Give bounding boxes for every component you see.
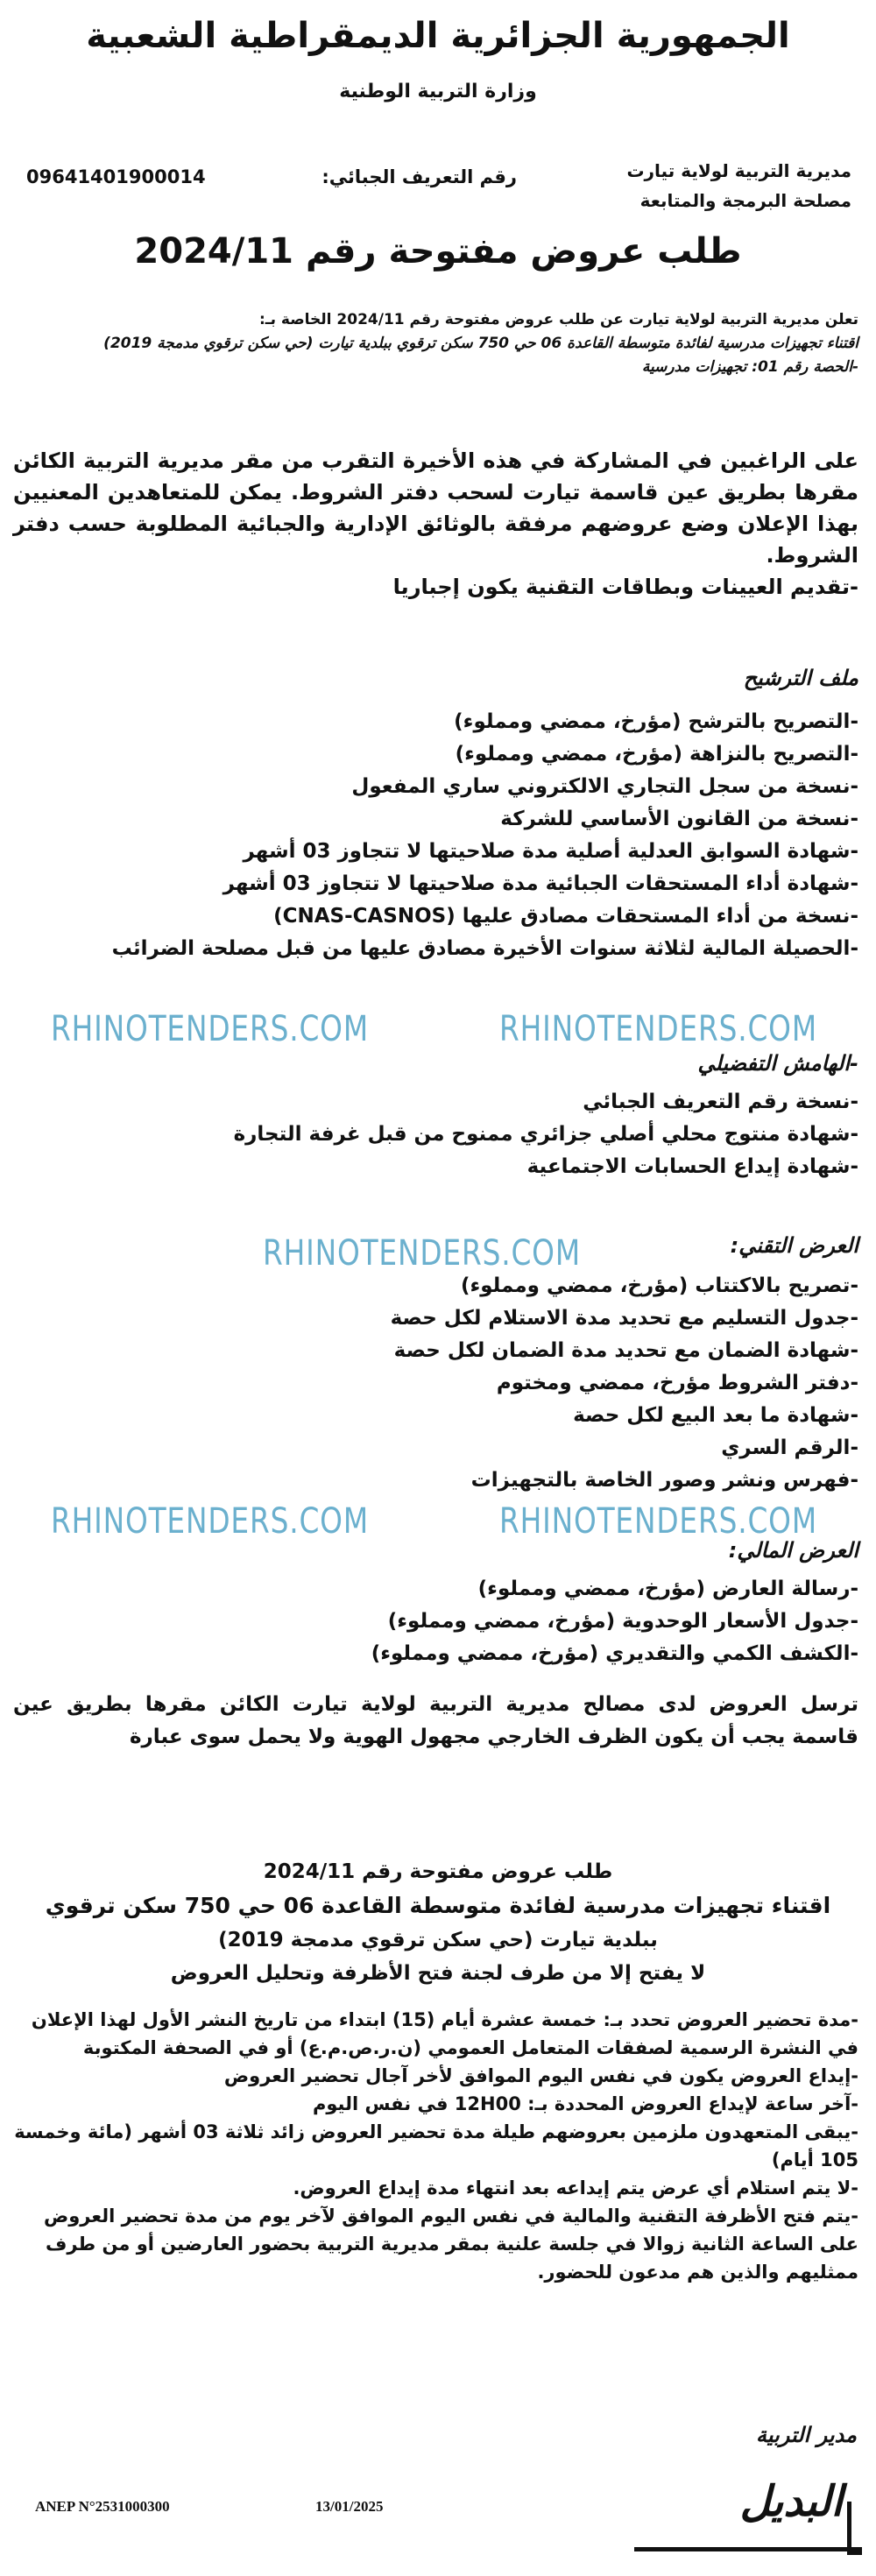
- watermark-text: RHINOTENDERS.COM: [263, 1233, 581, 1274]
- list-item: -شهادة السوابق العدلية أصلية مدة صلاحيتها لا تتجاوز 03 أشهر: [243, 840, 858, 863]
- envelope-inscription: [0, 1855, 876, 1990]
- directorate-block: [475, 156, 851, 215]
- condition-item: -آخر ساعة لإيداع العروض المحددة بـ: 12H00 في نفس اليوم: [312, 2093, 858, 2114]
- list-item: -شهادة إيداع الحسابات الاجتماعية: [526, 1155, 858, 1178]
- list-item: -الحصيلة المالية لثلاثة سنوات الأخيرة مصادق عليها من قبل مصلحة الضرائب: [111, 937, 858, 960]
- list-item: -رسالة العارض (مؤرخ، ممضي ومملوء): [477, 1577, 858, 1600]
- envelope-line: لا يفتح إلا من طرف لجنة فتح الأظرفة وتحليل العروض: [170, 1962, 706, 1985]
- candidature-list: [13, 706, 858, 965]
- participation-paragraph: [13, 445, 858, 603]
- preference-list: [13, 1086, 858, 1183]
- list-item: -نسخة رقم التعريف الجبائي: [583, 1090, 858, 1113]
- conditions-list: [13, 2006, 858, 2286]
- tax-id-value: 09641401900014: [26, 166, 206, 187]
- intro-line: تعلن مديرية التربية لولاية تيارت عن طلب عروض مفتوحة رقم 2024/11 الخاصة بـ:: [259, 311, 858, 328]
- tax-id-block: [26, 166, 517, 187]
- list-item: -نسخة من سجل التجاري الالكتروني ساري المفعول: [351, 775, 858, 798]
- list-item: -الكشف الكمي والتقديري (مؤرخ، ممضي ومملوء): [371, 1642, 858, 1665]
- envelope-line: اقتناء تجهيزات مدرسية لفائدة متوسطة القاعدة 06 حي 750 سكن ترقوي: [45, 1893, 831, 1918]
- watermark-text: RHINOTENDERS.COM: [499, 1501, 817, 1542]
- participation-text: على الراغبين في المشاركة في هذه الأخيرة التقرب من مقر مديرية التربية الكائن مقرها بطريق عين قاسمة تيارت لسحب دفتر الشروط. يمكن للمتعاهدين المعنيين بهذا الإعلان وضع عروضهم مرفقة بالوثائق الإدارية والجبائية المطلوبة حسب دفتر الشروط.: [13, 448, 858, 568]
- newspaper-name: البديل: [739, 2477, 843, 2526]
- publication-date: 13/01/2025: [315, 2498, 384, 2515]
- ministry-name: وزارة التربية الوطنية: [339, 81, 537, 102]
- footer: [0, 2470, 876, 2566]
- republic-header: الجمهورية الجزائرية الديمقراطية الشعبية: [86, 16, 790, 56]
- envelope-line: طلب عروض مفتوحة رقم 2024/11: [263, 1860, 613, 1883]
- intro-lot: -الحصة رقم 01: تجهيزات مدرسية: [641, 358, 858, 376]
- service-line: مصلحة البرمجة والمتابعة: [639, 190, 851, 211]
- list-item: -شهادة ما بعد البيع لكل حصة: [573, 1404, 858, 1427]
- directorate-line: مديرية التربية لولاية تيارت: [626, 160, 851, 181]
- condition-item: -لا يتم استلام أي عرض يتم إيداعه بعد انتهاء مدة إيداع العروض.: [293, 2177, 858, 2198]
- list-item: -جدول الأسعار الوحدوية (مؤرخ، ممضي ومملوء): [387, 1610, 858, 1633]
- list-item: -دفتر الشروط مؤرخ، ممضي ومختوم: [496, 1372, 858, 1394]
- section-title-technical: العرض التقني:: [730, 1233, 858, 1258]
- newspaper-underline: [634, 2547, 862, 2551]
- condition-item: -إيداع العروض يكون في نفس اليوم الموافق لأخر آجال تحضير العروض: [223, 2065, 858, 2086]
- financial-list: [13, 1573, 858, 1670]
- watermark-text: RHINOTENDERS.COM: [499, 1009, 817, 1049]
- section-title-financial: العرض المالي:: [728, 1538, 858, 1563]
- condition-item: -يتم فتح الأظرفة التقنية والمالية في نفس اليوم الموافق لآخر يوم من مدة تحضير العروض على الساعة الثانية زوالا في جلسة علنية بمقر مديرية التربية بحضور العارضين أو من طرف ممثليهم والذين هم مدعون للحضور.: [43, 2205, 858, 2283]
- list-item: -التصريح بالترشح (مؤرخ، ممضي ومملوء): [454, 710, 858, 733]
- technical-list: [13, 1270, 858, 1497]
- notice-title: طلب عروض مفتوحة رقم 2024/11: [134, 231, 742, 272]
- list-item: -التصريح بالنزاهة (مؤرخ، ممضي ومملوء): [455, 743, 858, 766]
- section-title-preference: -الهامش التفضيلي: [697, 1051, 858, 1076]
- anep-number: ANEP N°2531000300: [35, 2498, 170, 2515]
- tax-id-label: رقم التعريف الجبائي:: [321, 166, 517, 187]
- list-item: -شهادة منتوج محلي أصلي جزائري ممنوح من قبل غرفة التجارة: [233, 1123, 858, 1146]
- intro-block: [18, 308, 858, 379]
- submission-paragraph: ترسل العروض لدى مصالح مديرية التربية لولاية تيارت الكائن مقرها بطريق عين قاسمة يجب أن يكون الظرف الخارجي مجهول الهوية ولا يحمل سوى عبارة: [13, 1693, 858, 1748]
- list-item: -نسخة من القانون الأساسي للشركة: [500, 808, 858, 830]
- list-item: -فهرس ونشر وصور الخاصة بالتجهيزات: [470, 1469, 858, 1492]
- samples-note: -تقديم العيينات وبطاقات التقنية يكون إجباريا: [392, 575, 858, 599]
- watermark-text: RHINOTENDERS.COM: [51, 1501, 369, 1542]
- envelope-line: ببلدية تيارت (حي سكن ترقوي مدمجة 2019): [218, 1929, 658, 1951]
- list-item: -شهادة أداء المستحقات الجبائية مدة صلاحيتها لا تتجاوز 03 أشهر: [223, 872, 858, 895]
- list-item: -نسخة من أداء المستحقات مصادق عليها (CNAS-CASNOS): [273, 905, 858, 928]
- list-item: -جدول التسليم مع تحديد مدة الاستلام لكل حصة: [390, 1307, 858, 1330]
- list-item: -شهادة الضمان مع تحديد مدة الضمان لكل حصة: [393, 1339, 858, 1362]
- condition-item: -يبقى المتعهدون ملزمين بعروضهم طيلة مدة تحضير العروض زائد ثلاثة 03 أشهر (مائة وخمسة 105 أيام): [14, 2121, 858, 2170]
- list-item: -تصريح بالاكتتاب (مؤرخ، ممضي ومملوء): [460, 1274, 858, 1297]
- list-item: -الرقم السري: [721, 1436, 858, 1459]
- condition-item: -مدة تحضير العروض تحدد بـ: خمسة عشرة أيام (15) ابتداء من تاريخ النشر الأول لهذا الإعلان في النشرة الرسمية لصفقات المتعامل العمومي (ن.ر.ص.م.ع) أو في الصحفة المكتوبة: [31, 2009, 858, 2058]
- intro-object: اقتناء تجهيزات مدرسية لفائدة متوسطة القاعدة 06 حي 750 سكن ترقوي ببلدية تيارت (حي سكن ترقوي مدمجة 2019): [103, 335, 858, 352]
- watermark-text: RHINOTENDERS.COM: [51, 1009, 369, 1049]
- section-title-candidature: ملف الترشيح: [743, 666, 858, 690]
- director-signature: مدير التربية: [756, 2423, 857, 2447]
